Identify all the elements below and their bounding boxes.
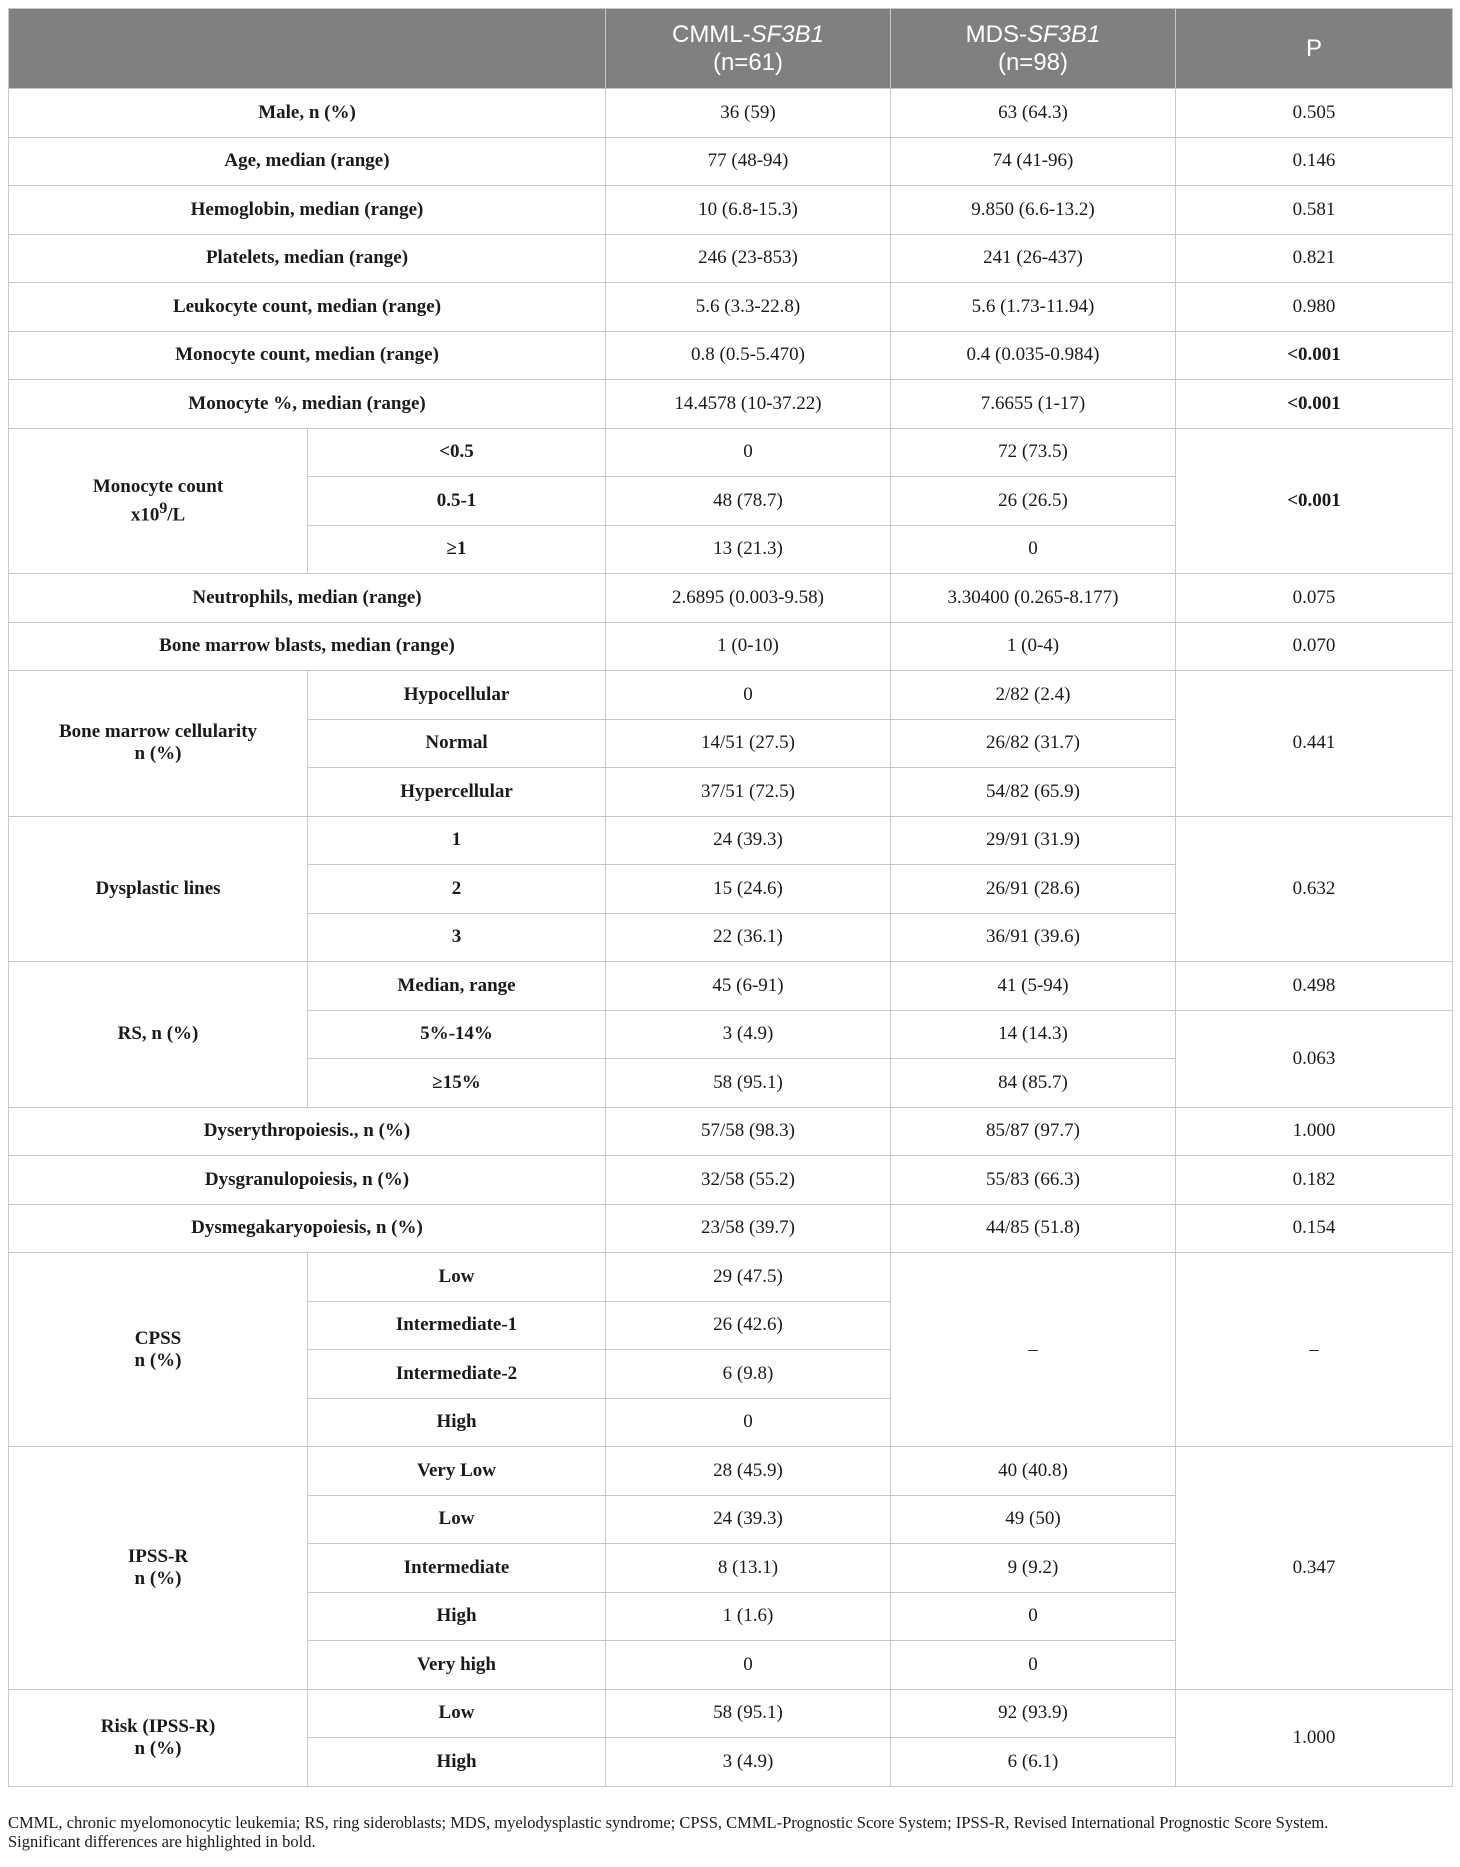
mds-cell: 92 (93.9)	[891, 1689, 1176, 1738]
characteristics-table	[8, 8, 1453, 1787]
group-label-ipssr	[9, 1447, 308, 1690]
header-cmml-gene: SF3B1	[750, 20, 825, 48]
cmml-cell: 3 (4.9)	[606, 1738, 891, 1787]
row-label: Dysmegakaryopoiesis, n (%)	[9, 1204, 606, 1253]
table-row	[9, 1204, 1453, 1253]
table-row	[9, 1447, 1453, 1496]
p-cell: 0.980	[1176, 283, 1453, 332]
sub-label: Very Low	[308, 1447, 606, 1496]
header-p: P	[1176, 9, 1453, 89]
mds-cell: 6 (6.1)	[891, 1738, 1176, 1787]
group-label-monocyte	[9, 428, 308, 574]
cmml-cell: 10 (6.8-15.3)	[606, 186, 891, 235]
sub-label: 1	[308, 816, 606, 865]
mds-cell: 7.6655 (1-17)	[891, 380, 1176, 429]
sub-label: Low	[308, 1689, 606, 1738]
group-label-line1: Bone marrow cellularity	[58, 721, 258, 743]
mds-cell: 1 (0-4)	[891, 622, 1176, 671]
cmml-cell: 29 (47.5)	[606, 1253, 891, 1302]
cmml-cell: 5.6 (3.3-22.8)	[606, 283, 891, 332]
group-label-rs: RS, n (%)	[9, 962, 308, 1108]
sub-label: Median, range	[308, 962, 606, 1011]
cmml-cell: 37/51 (72.5)	[606, 768, 891, 817]
cmml-cell: 24 (39.3)	[606, 1495, 891, 1544]
p-cell: 0.070	[1176, 622, 1453, 671]
cmml-cell: 36 (59)	[606, 89, 891, 138]
sub-label: Intermediate-1	[308, 1301, 606, 1350]
header-mds-prefix: MDS-	[965, 20, 1027, 48]
cmml-cell: 13 (21.3)	[606, 525, 891, 574]
table-row	[9, 962, 1453, 1011]
header-cmml	[606, 9, 891, 89]
sub-label: Low	[308, 1253, 606, 1302]
table-row	[9, 574, 1453, 623]
mds-cell: 2/82 (2.4)	[891, 671, 1176, 720]
cmml-cell: 0	[606, 1398, 891, 1447]
mds-cell: 9.850 (6.6-13.2)	[891, 186, 1176, 235]
mds-cell: 55/83 (66.3)	[891, 1156, 1176, 1205]
p-cell: 0.632	[1176, 816, 1453, 962]
table-row	[9, 428, 1453, 477]
mds-cell: 63 (64.3)	[891, 89, 1176, 138]
mds-cell: 49 (50)	[891, 1495, 1176, 1544]
cmml-cell: 48 (78.7)	[606, 477, 891, 526]
sub-label: Hypercellular	[308, 768, 606, 817]
table-row	[9, 1689, 1453, 1738]
row-label: Male, n (%)	[9, 89, 606, 138]
group-label-line2: n (%)	[134, 1567, 182, 1589]
sub-label: High	[308, 1738, 606, 1787]
cmml-cell: 58 (95.1)	[606, 1059, 891, 1108]
cmml-cell: 77 (48-94)	[606, 137, 891, 186]
p-cell: 1.000	[1176, 1107, 1453, 1156]
row-label: Monocyte count, median (range)	[9, 331, 606, 380]
table-row	[9, 137, 1453, 186]
mds-cell: 5.6 (1.73-11.94)	[891, 283, 1176, 332]
table-row	[9, 1107, 1453, 1156]
mds-cell: 72 (73.5)	[891, 428, 1176, 477]
group-label-line2: n (%)	[134, 743, 182, 765]
cmml-cell: 0.8 (0.5-5.470)	[606, 331, 891, 380]
cmml-cell: 23/58 (39.7)	[606, 1204, 891, 1253]
mds-cell: 9 (9.2)	[891, 1544, 1176, 1593]
mds-cell: 26 (26.5)	[891, 477, 1176, 526]
group-label-cpss	[9, 1253, 308, 1447]
cmml-cell: 58 (95.1)	[606, 1689, 891, 1738]
cmml-cell: 24 (39.3)	[606, 816, 891, 865]
cmml-cell: 1 (0-10)	[606, 622, 891, 671]
p-cell: 0.581	[1176, 186, 1453, 235]
sub-label: Intermediate-2	[308, 1350, 606, 1399]
cmml-cell: 22 (36.1)	[606, 913, 891, 962]
sub-label: Low	[308, 1495, 606, 1544]
header-row	[9, 9, 1453, 89]
cmml-cell: 0	[606, 1641, 891, 1690]
sub-label: ≥15%	[308, 1059, 606, 1108]
group-label-line1: IPSS-R	[127, 1545, 189, 1567]
p-cell-significant: <0.001	[1176, 428, 1453, 574]
mds-cell: 44/85 (51.8)	[891, 1204, 1176, 1253]
mds-cell: 0	[891, 1592, 1176, 1641]
p-cell: 0.505	[1176, 89, 1453, 138]
table-row	[9, 331, 1453, 380]
table-row	[9, 234, 1453, 283]
p-cell: –	[1176, 1253, 1453, 1447]
sub-label: Intermediate	[308, 1544, 606, 1593]
sub-label: ≥1	[308, 525, 606, 574]
row-label: Age, median (range)	[9, 137, 606, 186]
cmml-cell: 14/51 (27.5)	[606, 719, 891, 768]
sub-label: Very high	[308, 1641, 606, 1690]
header-mds	[891, 9, 1176, 89]
mds-cell: 36/91 (39.6)	[891, 913, 1176, 962]
p-cell: 0.075	[1176, 574, 1453, 623]
row-label: Dysgranulopoiesis, n (%)	[9, 1156, 606, 1205]
table-row	[9, 380, 1453, 429]
table-body	[9, 89, 1453, 1787]
row-label: Hemoglobin, median (range)	[9, 186, 606, 235]
mds-cell: 85/87 (97.7)	[891, 1107, 1176, 1156]
mds-cell: 0.4 (0.035-0.984)	[891, 331, 1176, 380]
table-row	[9, 816, 1453, 865]
footnote-significance: Significant differences are highlighted in bold.	[8, 1832, 316, 1851]
sub-label: 5%-14%	[308, 1010, 606, 1059]
group-label-dysplastic: Dysplastic lines	[9, 816, 308, 962]
sub-label: High	[308, 1398, 606, 1447]
group-label-sup: 9	[159, 499, 168, 517]
row-label: Dyserythropoiesis., n (%)	[9, 1107, 606, 1156]
cmml-cell: 57/58 (98.3)	[606, 1107, 891, 1156]
cmml-cell: 8 (13.1)	[606, 1544, 891, 1593]
mds-cell: –	[891, 1253, 1176, 1447]
header-variable	[9, 9, 606, 89]
p-cell: 0.441	[1176, 671, 1453, 817]
table-footnote	[8, 1813, 1452, 1851]
cmml-cell: 3 (4.9)	[606, 1010, 891, 1059]
sub-label: 2	[308, 865, 606, 914]
cmml-cell: 6 (9.8)	[606, 1350, 891, 1399]
p-cell-significant: <0.001	[1176, 331, 1453, 380]
row-label: Leukocyte count, median (range)	[9, 283, 606, 332]
p-cell: 0.146	[1176, 137, 1453, 186]
row-label: Platelets, median (range)	[9, 234, 606, 283]
mds-cell: 84 (85.7)	[891, 1059, 1176, 1108]
cmml-cell: 32/58 (55.2)	[606, 1156, 891, 1205]
p-cell: 0.347	[1176, 1447, 1453, 1690]
table-header	[9, 9, 1453, 89]
mds-cell: 74 (41-96)	[891, 137, 1176, 186]
mds-cell: 0	[891, 1641, 1176, 1690]
mds-cell: 3.30400 (0.265-8.177)	[891, 574, 1176, 623]
mds-cell: 26/91 (28.6)	[891, 865, 1176, 914]
cmml-cell: 1 (1.6)	[606, 1592, 891, 1641]
group-label-line1: CPSS	[134, 1327, 182, 1349]
cmml-cell: 0	[606, 428, 891, 477]
mds-cell: 54/82 (65.9)	[891, 768, 1176, 817]
p-cell: 0.063	[1176, 1010, 1453, 1107]
mds-cell: 0	[891, 525, 1176, 574]
mds-cell: 241 (26-437)	[891, 234, 1176, 283]
mds-cell: 41 (5-94)	[891, 962, 1176, 1011]
table-row	[9, 671, 1453, 720]
header-mds-gene: SF3B1	[1026, 20, 1101, 48]
cmml-cell: 45 (6-91)	[606, 962, 891, 1011]
row-label: Monocyte %, median (range)	[9, 380, 606, 429]
mds-cell: 14 (14.3)	[891, 1010, 1176, 1059]
mds-cell: 29/91 (31.9)	[891, 816, 1176, 865]
table-row	[9, 89, 1453, 138]
cmml-cell: 15 (24.6)	[606, 865, 891, 914]
cmml-cell: 14.4578 (10-37.22)	[606, 380, 891, 429]
mds-cell: 26/82 (31.7)	[891, 719, 1176, 768]
table-row	[9, 283, 1453, 332]
p-cell: 0.821	[1176, 234, 1453, 283]
header-mds-n: (n=98)	[997, 48, 1069, 76]
p-cell: 0.498	[1176, 962, 1453, 1011]
table-row	[9, 622, 1453, 671]
group-label-line1: Risk (IPSS-R)	[100, 1715, 216, 1737]
sub-label: High	[308, 1592, 606, 1641]
sub-label: <0.5	[308, 428, 606, 477]
sub-label: Hypocellular	[308, 671, 606, 720]
group-label-risk	[9, 1689, 308, 1786]
sub-label: 3	[308, 913, 606, 962]
sub-label: 0.5-1	[308, 477, 606, 526]
p-cell: 1.000	[1176, 1689, 1453, 1786]
p-cell: 0.182	[1176, 1156, 1453, 1205]
table-row	[9, 1253, 1453, 1302]
group-label-line2: n (%)	[134, 1737, 182, 1759]
sub-label: Normal	[308, 719, 606, 768]
footnote-abbreviations: CMML, chronic myelomonocytic leukemia; RS, ring sideroblasts; MDS, myelodysplastic syndrome; CPSS, CMML-Prognostic Score System; IPSS-R, Revised International Prognostic Score System.	[8, 1813, 1329, 1832]
p-cell: 0.154	[1176, 1204, 1453, 1253]
group-label-line2: n (%)	[134, 1349, 182, 1371]
row-label: Neutrophils, median (range)	[9, 574, 606, 623]
group-label-line2-pre: x10	[130, 503, 160, 525]
row-label: Bone marrow blasts, median (range)	[9, 622, 606, 671]
table-row	[9, 186, 1453, 235]
group-label-line2-post: /L	[167, 503, 186, 525]
cmml-cell: 26 (42.6)	[606, 1301, 891, 1350]
group-label-cellularity	[9, 671, 308, 817]
p-cell-significant: <0.001	[1176, 380, 1453, 429]
mds-cell: 40 (40.8)	[891, 1447, 1176, 1496]
group-label-line1: Monocyte count	[92, 475, 224, 497]
cmml-cell: 0	[606, 671, 891, 720]
cmml-cell: 246 (23-853)	[606, 234, 891, 283]
cmml-cell: 2.6895 (0.003-9.58)	[606, 574, 891, 623]
cmml-cell: 28 (45.9)	[606, 1447, 891, 1496]
header-cmml-prefix: CMML-	[671, 20, 751, 48]
header-cmml-n: (n=61)	[712, 48, 784, 76]
table-row	[9, 1156, 1453, 1205]
